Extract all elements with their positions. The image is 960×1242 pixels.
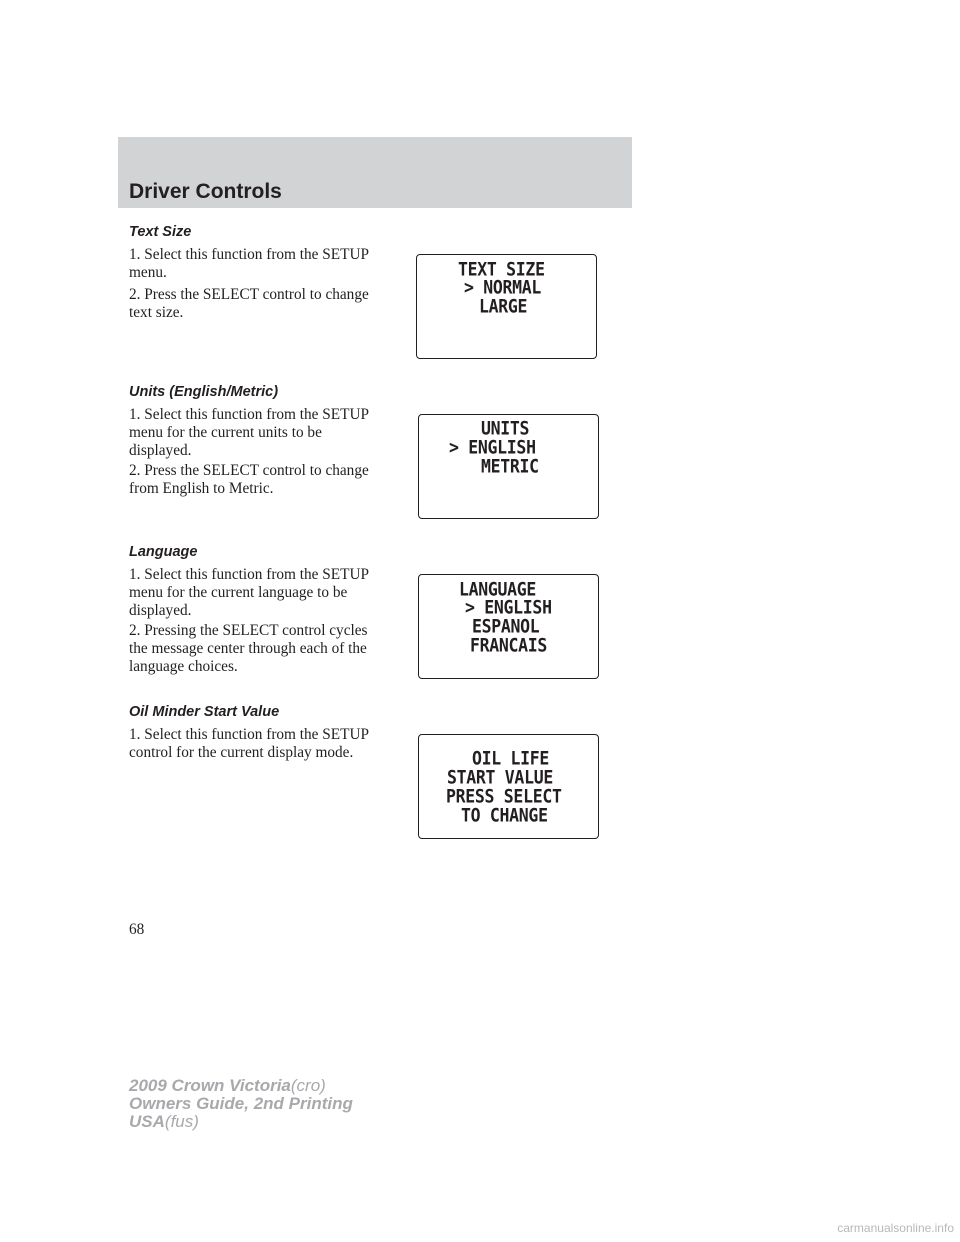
units-display	[418, 414, 599, 519]
display-line: START VALUE	[447, 766, 553, 789]
text-size-step-2: 2. Press the SELECT control to change text size.	[129, 286, 369, 321]
display-line: ESPANOL	[472, 615, 540, 638]
oil-minder-heading: Oil Minder Start Value	[129, 704, 280, 720]
display-line: FRANCAIS	[470, 634, 548, 657]
display-line: OIL LIFE	[472, 747, 550, 770]
display-line: PRESS SELECT	[446, 785, 562, 808]
text-size-step-1: 1. Select this function from the SETUP menu.	[129, 246, 369, 281]
display-line: LANGUAGE	[459, 578, 537, 601]
page-number: 68	[129, 921, 145, 938]
section-title: Driver Controls	[129, 180, 282, 203]
footer-market-code: (fus)	[164, 1112, 199, 1131]
language-step-1: 1. Select this function from the SETUP menu for the current language to be displayed.	[129, 566, 369, 619]
display-line: TO CHANGE	[461, 804, 548, 827]
document-footer	[129, 1077, 353, 1131]
display-line: > ENGLISH	[449, 436, 536, 459]
oil-minder-step-1: 1. Select this function from the SETUP control for the current display mode.	[129, 726, 369, 761]
language-step-2: 2. Pressing the SELECT control cycles the message center through each of the language choices.	[129, 622, 368, 675]
footer-model-code: (cro)	[290, 1076, 326, 1095]
display-line: > ENGLISH	[465, 596, 552, 619]
display-line: TEXT SIZE	[458, 258, 545, 281]
display-line: METRIC	[481, 455, 539, 478]
text-size-display	[416, 254, 597, 359]
units-step-2: 2. Press the SELECT control to change from English to Metric.	[129, 462, 369, 497]
units-heading: Units (English/Metric)	[129, 384, 279, 400]
watermark: carmanualsonline.info	[837, 1221, 954, 1235]
units-step-1: 1. Select this function from the SETUP menu for the current units to be displayed.	[129, 406, 369, 459]
display-line: UNITS	[481, 417, 530, 440]
display-line: > NORMAL	[464, 276, 542, 299]
footer-market: USA	[129, 1112, 165, 1131]
language-display	[418, 574, 599, 679]
language-heading: Language	[129, 544, 198, 560]
header-band	[118, 137, 632, 208]
footer-model: 2009 Crown Victoria	[129, 1076, 291, 1095]
text-size-heading: Text Size	[129, 224, 192, 240]
display-line: LARGE	[479, 295, 528, 318]
oil-minder-display	[418, 734, 599, 839]
footer-edition: Owners Guide, 2nd Printing	[129, 1094, 353, 1113]
